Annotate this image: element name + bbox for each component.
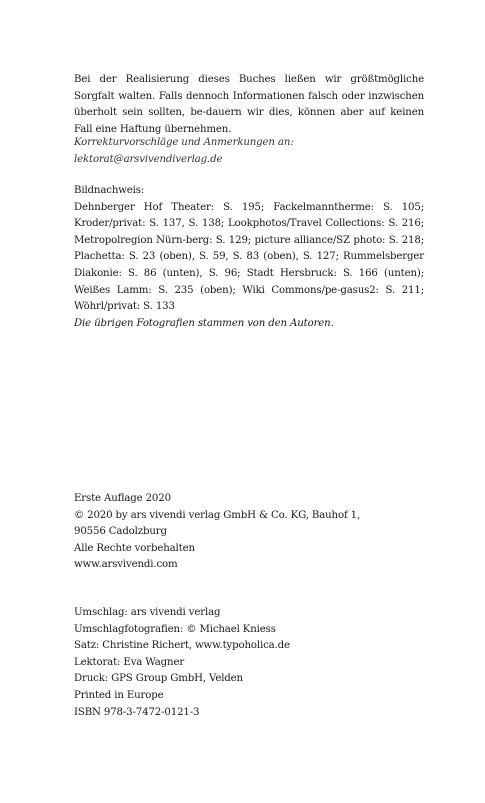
production-credits bbox=[74, 605, 424, 721]
editor-credit: Lektorat: Eva Wagner bbox=[74, 656, 185, 668]
image-credits-heading: Bildnachweis: bbox=[74, 185, 145, 196]
image-credits-note: Die übrigen Fotografien stammen von den Autoren. bbox=[74, 317, 334, 329]
disclaimer-text: Bei der Realisierung dieses Buches ließen wir größtmögliche Sorgfalt walten. Falls dennoch Informationen falsch oder inzwischen überholt sein sollten, be-dauern wir dies, können aber auf keinen Fall eine Haftung übernehmen. bbox=[74, 74, 424, 135]
website-line: www.arsvivendi.com bbox=[74, 559, 178, 571]
printer-credit: Druck: GPS Group GmbH, Velden bbox=[74, 673, 243, 685]
rights-line: Alle Rechte vorbehalten bbox=[74, 542, 195, 554]
image-credits-text: Dehnberger Hof Theater: S. 195; Fackelmanntherme: S. 105; Kroder/privat: S. 137, S. 138; Lookphotos/Travel Collections: S. 216; Metropolregion Nürn-berg: S. 129; picture alliance/SZ photo: S. 218; Plachetta: S. 23 (oben), S. 59, S. 83 (oben), S. 127; Rummelsberger Diakonie: S. 86 (unten), S. 96; Stadt Hersbruck: S. 166 (unten); Weißes Lamm: S. 235 (oben); Wiki Commons/pe-gasus2: S. 211; Wöhrl/privat: S. 133 bbox=[74, 201, 424, 313]
copyright-line: © 2020 by ars vivendi verlag GmbH & Co. KG, Bauhof 1, bbox=[74, 509, 361, 521]
correction-contact-text: Korrekturvorschläge und Anmerkungen an: lektorat@arsvivendiverlag.de bbox=[74, 137, 294, 165]
edition-line: Erste Auflage 2020 bbox=[74, 493, 171, 504]
disclaimer-paragraph bbox=[74, 72, 424, 138]
printed-in-line: Printed in Europe bbox=[74, 689, 164, 701]
correction-contact bbox=[74, 135, 424, 168]
image-credits-section bbox=[74, 183, 424, 332]
address-line: 90556 Cadolzburg bbox=[74, 526, 167, 538]
typesetting-credit: Satz: Christine Richert, www.typoholica.de bbox=[74, 640, 290, 652]
cover-photo-credit: Umschlagfotografien: © Michael Kniess bbox=[74, 623, 276, 635]
publication-info bbox=[74, 491, 424, 574]
cover-credit: Umschlag: ars vivendi verlag bbox=[74, 607, 221, 618]
isbn-line: ISBN 978-3-7472-0121-3 bbox=[74, 706, 200, 718]
